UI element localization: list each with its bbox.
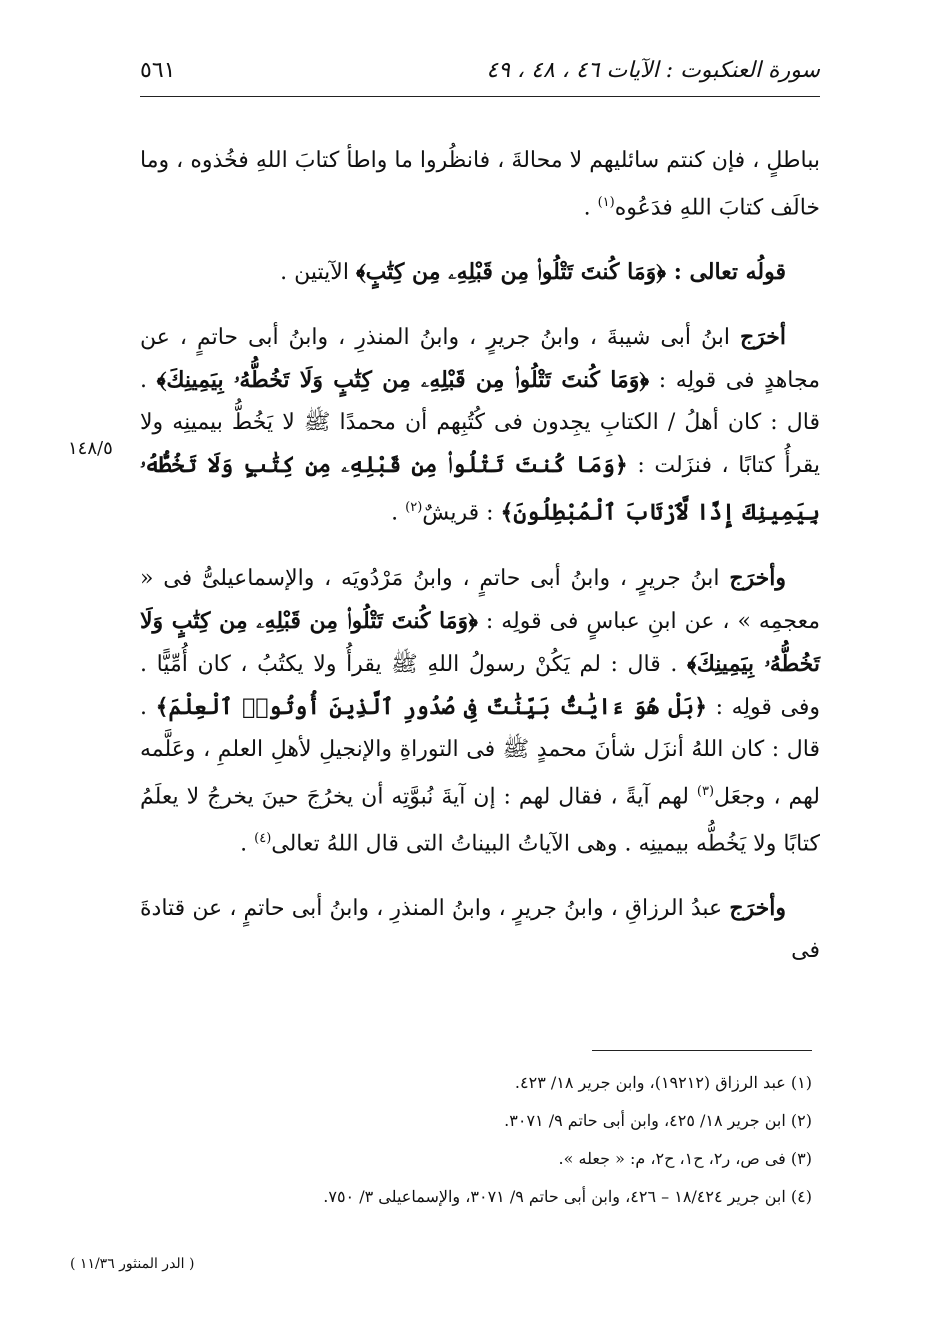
paragraph-1 (140, 140, 820, 229)
paragraph-text: ابنُ أبى شيبةَ ، وابنُ جريرٍ ، وابنُ المنذرِ ، وابنُ أبى حاتمٍ ، عن مجاهدٍ فى قولِه : (140, 325, 820, 394)
footnote-2: (٢) ابن جرير ١٨/ ٤٢٥، وابن أبى حاتم ٩/ ٣٠٧١. (504, 1111, 812, 1130)
page-number: ٥٦١ (140, 58, 176, 83)
paragraph-text: : قريشٌ (422, 500, 501, 526)
source-mark: ( الدر المنثور ١١/٣٦ ) (70, 1256, 195, 1272)
main-text (140, 140, 820, 994)
paragraph-text: . قال : لم يَكُنْ رسولُ اللهِ ﷺ يقرأُ ولا يكتُبُ ، كان أُمِّيًّا . وفى قولِه : (140, 651, 820, 720)
lead-phrase: أخرَج (739, 324, 786, 351)
lead-phrase: وأخرَج (729, 564, 786, 591)
paragraph-text: لهم آيةً ، فقال لهم : إن آيةَ نُبوَّتِه أن يخرُجَ حينَ يخرجُ لا يعلَمُ كتابًا ولا يَخُطُّه بيمينِه . وهى الآياتُ البيناتُ التى قال اللهُ تعالى (140, 783, 820, 857)
paragraph-tail: . (391, 500, 406, 526)
paragraph-text: عبدُ الرزاقِ ، وابنُ جريرٍ ، وابنُ المنذرِ ، وابنُ أبى حاتمٍ ، عن قتادةَ فى (140, 896, 820, 964)
quran-quote: ﴿وَمَا كُنتَ تَتْلُوا۟ مِن قَبْلِهِۦ مِن كِتَٰبٍ وَلَا تَخُطُّهُۥ بِيَمِينِكَ إِذًا لَّٱرْتَابَ ٱلْمُبْطِلُونَ﴾ (140, 452, 820, 526)
quran-quote: ﴿وَمَا كُنتَ تَتْلُوا۟ مِن قَبْلِهِۦ مِن كِتَٰبٍ وَلَا تَخُطُّهُۥ بِيَمِينِكَ﴾ (156, 367, 650, 394)
quran-quote: ﴿وَمَا كُنتَ تَتْلُوا۟ مِن قَبْلِهِۦ مِن كِتَٰبٍ﴾ (355, 259, 667, 286)
footnote-ref: (٢) (405, 500, 423, 516)
footnote-ref: (١) (597, 195, 615, 210)
paragraph-text: . قال : كان اللهُ أنزَل شأنَ محمدٍ ﷺ فى التوراةِ والإنجيلِ لأهلِ العلمِ ، وعَلَّمه لهم ، وجعَل (140, 694, 820, 809)
surah-title: سورة العنكبوت : الآيات ٤٦ ، ٤٨ ، ٤٩ (486, 58, 820, 83)
footnote-4: (٤) ابن جرير ١٨/٤٢٤ – ٤٢٦، وابن أبى حاتم ٩/ ٣٠٧١، والإسماعيلى ٣/ ٧٥٠. (323, 1187, 812, 1206)
paragraph-tail: الآيتين . (280, 260, 356, 286)
margin-reference: ١٤٨/٥ (68, 438, 113, 459)
footnote-rule (592, 1050, 812, 1051)
footnote-ref: (٣) (696, 783, 715, 799)
quran-quote: ﴿وَمَا كُنتَ تَتْلُوا۟ مِن قَبْلِهِۦ مِن كِتَٰبٍ وَلَا تَخُطُّهُۥ بِيَمِينِكَ﴾ (140, 607, 820, 677)
footnotes (140, 1064, 812, 1216)
header-rule (140, 96, 820, 97)
paragraph-text: . قال : كان أهلُ / الكتابِ يجِدون فى كُتُبِهم أن محمدًا ﷺ لا يَخُطُّ بيمينِه ولا يقرأُ كتابًا ، فنزَلت : (140, 368, 821, 479)
paragraph-4 (140, 557, 820, 866)
quran-quote: ﴿بَلْ هُوَ ءَايَٰتٌۢ بَيِّنَٰتٌ فِى صُدُورِ ٱلَّذِينَ أُوتُوا۟ ٱلْعِلْمَ﴾ (155, 693, 708, 720)
footnote-ref: (٤) (254, 830, 272, 846)
paragraph-text: ابنُ جريرٍ ، وابنُ أبى حاتمٍ ، وابنُ مَرْدُويَه ، والإسماعيلىُّ فى « معجمِه » ، عن ابنِ عباسٍ فى قولِه : (140, 565, 820, 634)
paragraph-2 (140, 251, 820, 294)
paragraph-tail: . (240, 831, 255, 857)
paragraph-3 (140, 316, 820, 534)
paragraph-text: بباطلٍ ، فإن كنتم سائليهم لا محالةَ ، فانظُروا ما واطأ كتابَ اللهِ فخُذوه ، وما خالَف كتابَ اللهِ فدَعُوه (140, 148, 820, 221)
paragraph-5 (140, 887, 820, 972)
running-header (140, 52, 820, 94)
paragraph-tail: . (583, 195, 598, 221)
lead-phrase: قولُه تعالى : (666, 259, 786, 286)
footnote-3: (٣) فى ص، ر٢، ح١، ح٢، م: « جعله ». (558, 1149, 812, 1168)
lead-phrase: وأخرَج (729, 895, 786, 922)
footnote-1: (١) عبد الرزاق (١٩٢١٢)، وابن جرير ١٨/ ٤٢٣. (514, 1073, 812, 1092)
